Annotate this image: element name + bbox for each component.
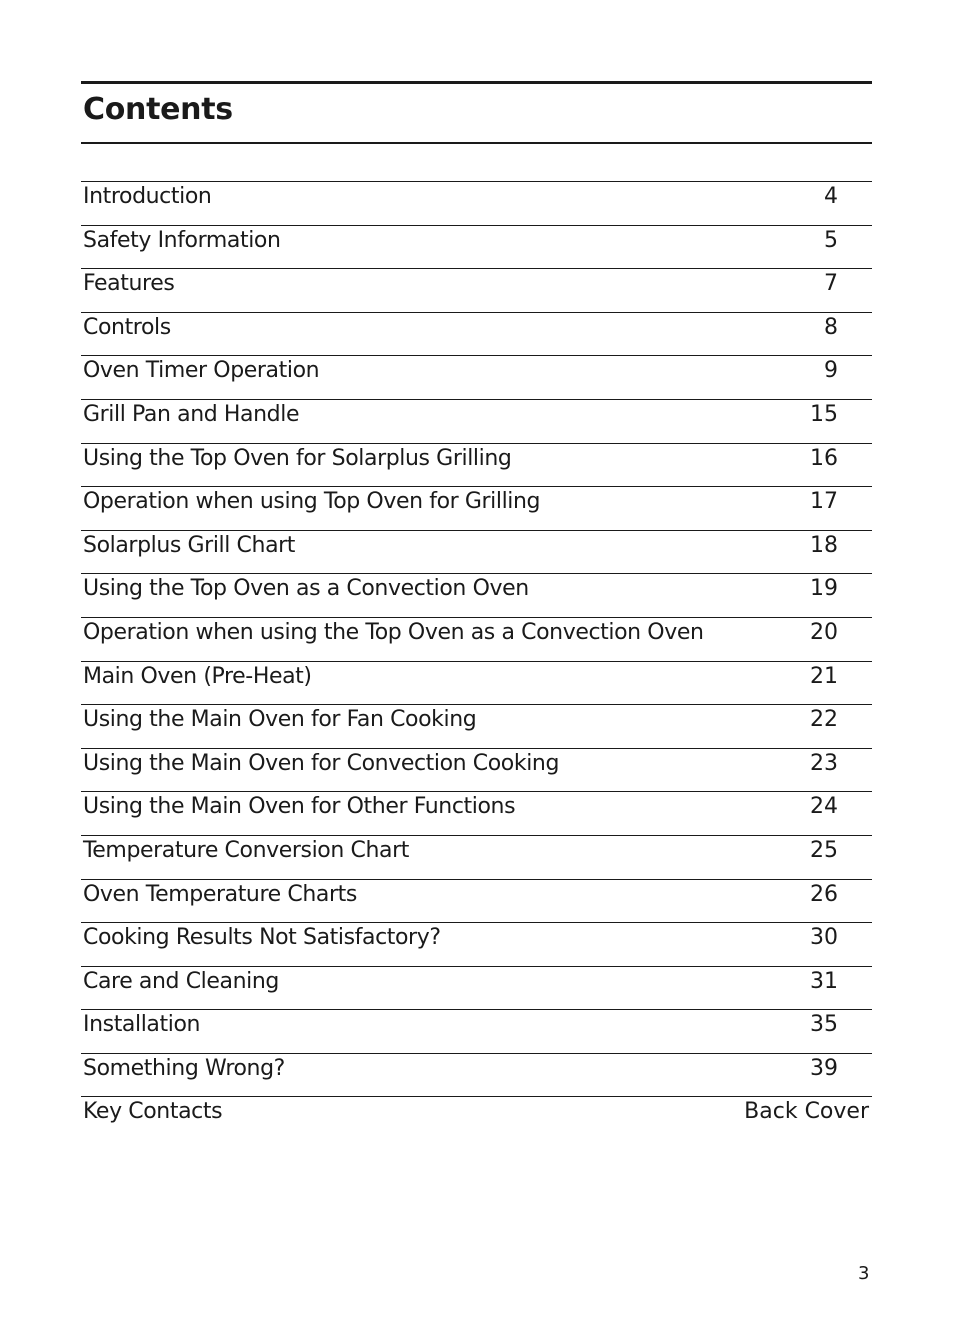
toc-entry-something-wrong[interactable] xyxy=(81,1053,872,1097)
toc-entry-label: Something Wrong? xyxy=(83,1055,285,1081)
toc-entry-label: Installation xyxy=(83,1012,201,1038)
toc-entry-label: Using the Top Oven as a Convection Oven xyxy=(83,576,529,602)
toc-entry-top-oven-solarplus-grilling[interactable] xyxy=(81,443,872,487)
toc-entry-label: Safety Information xyxy=(83,227,281,253)
toc-entry-page: Back Cover xyxy=(744,1099,869,1125)
toc-entry-cooking-results[interactable] xyxy=(81,922,872,966)
toc-entry-top-oven-convection[interactable] xyxy=(81,573,872,617)
toc-entry-temperature-conversion-chart[interactable] xyxy=(81,835,872,879)
toc-entry-operation-top-oven-convection[interactable] xyxy=(81,617,872,661)
toc-entry-page: 9 xyxy=(824,358,838,384)
toc-entry-introduction[interactable] xyxy=(81,181,872,225)
toc-entry-label: Main Oven (Pre-Heat) xyxy=(83,663,312,689)
toc-entry-label: Operation when using Top Oven for Grilling xyxy=(83,489,541,515)
toc-entry-label: Cooking Results Not Satisfactory? xyxy=(83,925,441,951)
toc-entry-label: Using the Main Oven for Fan Cooking xyxy=(83,707,477,733)
toc-entry-oven-timer-operation[interactable] xyxy=(81,355,872,399)
toc-entry-label: Oven Temperature Charts xyxy=(83,881,357,907)
toc-entry-page: 7 xyxy=(824,271,838,297)
toc-entry-label: Controls xyxy=(83,314,171,340)
toc-entry-page: 17 xyxy=(810,489,838,515)
toc-entry-page: 26 xyxy=(810,881,838,907)
toc-entry-page: 21 xyxy=(810,663,838,689)
toc-entry-oven-temperature-charts[interactable] xyxy=(81,879,872,923)
toc-entry-page: 25 xyxy=(810,837,838,863)
toc-entry-page: 35 xyxy=(810,1012,838,1038)
toc-entry-page: 22 xyxy=(810,707,838,733)
toc-entry-features[interactable] xyxy=(81,268,872,312)
toc-entry-label: Using the Top Oven for Solarplus Grilling xyxy=(83,445,512,471)
toc-entry-main-oven-other-functions[interactable] xyxy=(81,791,872,835)
page-number: 3 xyxy=(858,1263,870,1284)
toc-entry-label: Oven Timer Operation xyxy=(83,358,320,384)
toc-entry-label: Features xyxy=(83,271,175,297)
page-title: Contents xyxy=(83,92,233,127)
toc-entry-main-oven-convection-cooking[interactable] xyxy=(81,748,872,792)
table-of-contents xyxy=(81,181,872,1140)
toc-entry-page: 31 xyxy=(810,968,838,994)
toc-entry-page: 4 xyxy=(824,184,838,209)
toc-entry-safety-information[interactable] xyxy=(81,225,872,269)
toc-entry-solarplus-grill-chart[interactable] xyxy=(81,530,872,574)
toc-entry-label: Using the Main Oven for Convection Cooking xyxy=(83,750,560,776)
toc-entry-page: 30 xyxy=(810,925,838,951)
toc-entry-label: Temperature Conversion Chart xyxy=(83,837,409,863)
toc-entry-installation[interactable] xyxy=(81,1009,872,1053)
toc-entry-label: Care and Cleaning xyxy=(83,968,279,994)
top-rule xyxy=(81,81,872,84)
title-rule xyxy=(81,142,872,144)
toc-entry-page: 8 xyxy=(824,314,838,340)
toc-entry-key-contacts[interactable] xyxy=(81,1096,872,1140)
toc-entry-label: Grill Pan and Handle xyxy=(83,401,300,427)
toc-entry-main-oven-fan-cooking[interactable] xyxy=(81,704,872,748)
toc-entry-page: 23 xyxy=(810,750,838,776)
toc-entry-page: 39 xyxy=(810,1055,838,1081)
toc-entry-page: 15 xyxy=(810,401,838,427)
toc-entry-label: Using the Main Oven for Other Functions xyxy=(83,794,516,820)
toc-entry-page: 19 xyxy=(810,576,838,602)
toc-entry-label: Solarplus Grill Chart xyxy=(83,532,296,558)
toc-entry-label: Key Contacts xyxy=(83,1099,223,1125)
toc-entry-care-and-cleaning[interactable] xyxy=(81,966,872,1010)
toc-entry-page: 16 xyxy=(810,445,838,471)
toc-entry-label: Introduction xyxy=(83,184,212,209)
toc-entry-grill-pan-and-handle[interactable] xyxy=(81,399,872,443)
toc-entry-main-oven-pre-heat[interactable] xyxy=(81,661,872,705)
toc-entry-page: 20 xyxy=(810,619,838,645)
toc-entry-operation-top-oven-grilling[interactable] xyxy=(81,486,872,530)
toc-entry-page: 24 xyxy=(810,794,838,820)
toc-entry-page: 5 xyxy=(824,227,838,253)
toc-entry-label: Operation when using the Top Oven as a Convection Oven xyxy=(83,619,704,645)
toc-entry-page: 18 xyxy=(810,532,838,558)
toc-entry-controls[interactable] xyxy=(81,312,872,356)
